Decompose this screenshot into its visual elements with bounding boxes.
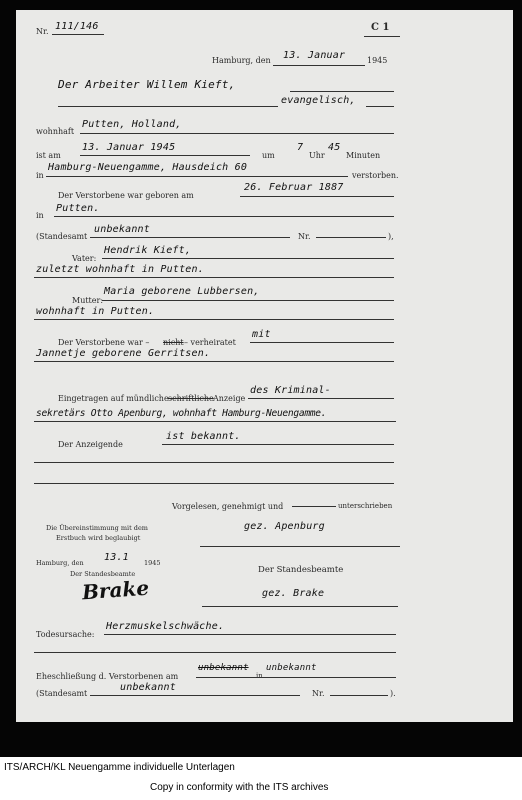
nr-label-2: Nr.: [298, 232, 311, 241]
rule: [102, 300, 394, 301]
standesamt2-label: (Standesamt: [36, 689, 88, 698]
date-handwritten: 13. Januar: [283, 50, 346, 61]
signature-right: gez. Brake: [262, 588, 325, 599]
verheiratet: – verheiratet: [184, 338, 236, 347]
rule: [80, 133, 394, 134]
wohnhaft-label: wohnhaft: [36, 127, 75, 136]
rule: [240, 196, 394, 197]
copy-caption: Copy in conformity with the ITS archives: [150, 782, 329, 793]
birth-place: Putten.: [56, 203, 100, 214]
rule: [34, 421, 396, 422]
rule: [196, 677, 396, 678]
married-prefix: Der Verstorbene war –: [58, 338, 150, 347]
standesamt-value: unbekannt: [94, 224, 150, 235]
born-prefix: Der Verstorbene war geboren am: [58, 191, 194, 200]
rule: [273, 65, 365, 66]
in-label-2: in: [36, 211, 44, 220]
informant-line-1: des Kriminal-: [250, 385, 331, 396]
spouse: Jannetje geborene Gerritsen.: [36, 348, 211, 359]
rule: [316, 237, 386, 238]
rule: [34, 319, 394, 320]
hamburg-den: Hamburg, den: [36, 559, 84, 567]
vater-label: Vater:: [72, 254, 97, 263]
document-page: [16, 10, 513, 722]
vater-value: Hendrik Kieft,: [104, 245, 192, 256]
rule: [58, 106, 278, 107]
place-date-prefix: Hamburg, den: [212, 56, 271, 65]
rule: [248, 398, 394, 399]
close-paren-2: ).: [390, 689, 396, 698]
rule: [80, 155, 250, 156]
rule: [364, 36, 400, 37]
todesursache-label: Todesursache:: [36, 630, 95, 639]
rule: [292, 506, 336, 507]
vater-line2: zuletzt wohnhaft in Putten.: [36, 264, 204, 275]
death-date: 13. Januar 1945: [82, 142, 176, 153]
minutes: 45: [328, 142, 341, 153]
rule: [34, 277, 394, 278]
year: 1945: [367, 56, 388, 65]
rule: [34, 462, 394, 463]
mutter-value: Maria geborene Lubbersen,: [104, 286, 260, 297]
nr-value: 111/146: [55, 21, 99, 32]
standesamt-label: (Standesamt: [36, 232, 88, 241]
register-code: C 1: [371, 22, 390, 33]
ehe-in: in: [256, 672, 263, 680]
wohnhaft-value: Putten, Holland,: [82, 119, 182, 130]
close-paren: ),: [388, 232, 394, 241]
death-place: Hamburg-Neuengamme, Hausdeich 60: [48, 162, 248, 173]
ehe-place: unbekannt: [266, 663, 317, 673]
rule: [104, 634, 396, 635]
um-label: um: [262, 151, 275, 160]
rule: [102, 258, 394, 259]
rule: [202, 606, 398, 607]
vorgelesen: Vorgelesen, genehmigt und: [172, 502, 284, 511]
todesursache-value: Herzmuskelschwäche.: [106, 621, 225, 632]
married-mit: mit: [252, 329, 271, 340]
ehe-prefix: Eheschließung d. Verstorbenen am: [36, 672, 179, 681]
rule: [290, 91, 394, 92]
rule: [366, 106, 394, 107]
person-line: Der Arbeiter Willem Kieft,: [58, 78, 236, 91]
rule: [90, 695, 300, 696]
nicht-struck: nicht: [163, 338, 184, 347]
mutter-label: Mutter:: [72, 296, 104, 305]
signature-left: Brake: [81, 575, 150, 605]
certified-year: 1945: [144, 559, 161, 567]
rule: [250, 342, 394, 343]
rule: [46, 176, 348, 177]
rule: [90, 237, 290, 238]
rule: [162, 444, 394, 445]
uebereinstimmung-1: Die Übereinstimmung mit dem: [46, 524, 148, 532]
ehe-date-struck: unbekannt: [198, 663, 249, 673]
anzeige-label: Anzeige: [213, 394, 246, 403]
rule: [52, 34, 104, 35]
eingetragen-prefix: Eingetragen auf mündliche –: [58, 394, 176, 403]
uebereinstimmung-2: Erstbuch wird beglaubigt: [56, 534, 141, 542]
rule: [34, 483, 394, 484]
unterschrieben: unterschrieben: [338, 502, 393, 510]
hour: 7: [297, 142, 304, 153]
in-label: in: [36, 171, 44, 180]
nr-label: Nr.: [36, 27, 49, 36]
anzeigende-value: ist bekannt.: [166, 431, 241, 442]
ist-am-label: ist am: [36, 151, 61, 160]
standesbeamte-small: Der Standesbeamte: [70, 570, 136, 578]
mutter-line2: wohnhaft in Putten.: [36, 306, 155, 317]
religion: evangelisch,: [281, 95, 356, 106]
informant-line-2: sekretärs Otto Apenburg, wohnhaft Hamburg-Neuengamme.: [36, 408, 327, 419]
standesamt2-value: unbekannt: [120, 682, 176, 693]
birth-date: 26. Februar 1887: [244, 182, 344, 193]
standesbeamte-large: Der Standesbeamte: [258, 565, 344, 575]
rule: [200, 546, 400, 547]
anzeigende-label: Der Anzeigende: [58, 440, 123, 449]
archive-caption: ITS/ARCH/KL Neuengamme individuelle Unterlagen: [4, 762, 235, 773]
schriftliche-struck: schriftliche: [168, 394, 214, 403]
certified-date: 13.1: [104, 552, 129, 563]
rule: [54, 216, 394, 217]
nr-label-3: Nr.: [312, 689, 325, 698]
uhr-label: Uhr: [309, 151, 325, 160]
rule: [34, 361, 394, 362]
minuten-label: Minuten: [346, 151, 381, 160]
signed-informant: gez. Apenburg: [244, 521, 325, 532]
rule: [330, 695, 388, 696]
verstorben-label: verstorben.: [352, 171, 399, 180]
rule: [34, 652, 396, 653]
